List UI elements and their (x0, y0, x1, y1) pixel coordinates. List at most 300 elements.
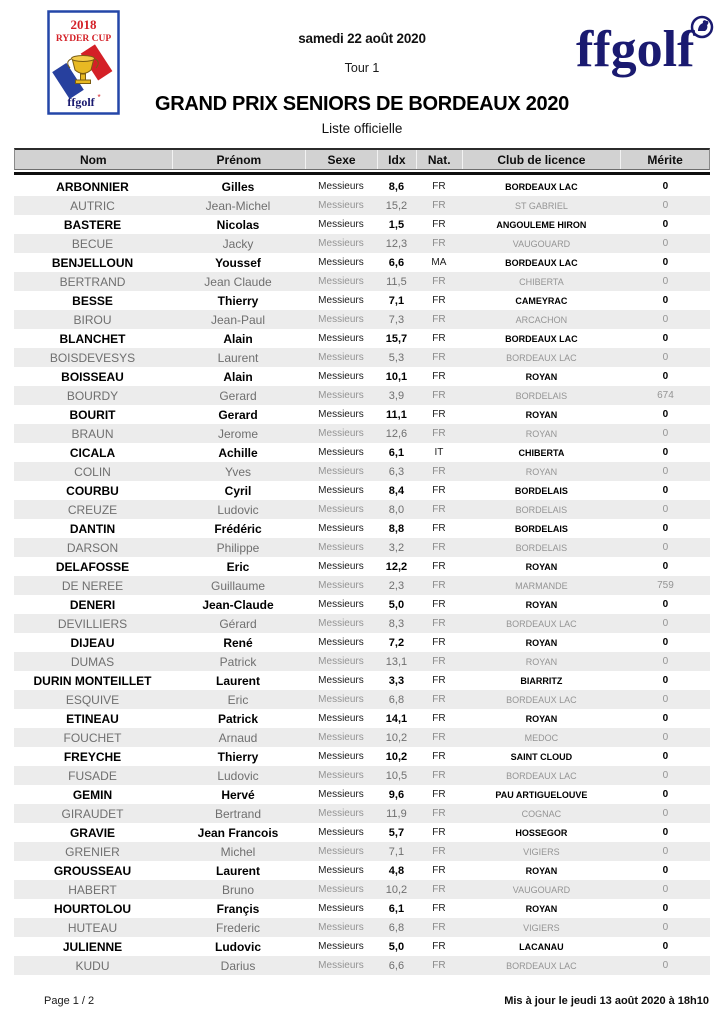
table-row (14, 709, 710, 728)
cell-nat: FR (432, 276, 446, 287)
cell-idx: 8,4 (388, 484, 405, 497)
cell-nat: FR (432, 732, 446, 743)
cell-club: BORDEAUX LAC (506, 770, 577, 781)
cell-idx: 15,7 (385, 332, 408, 345)
cell-merite: 0 (662, 352, 669, 363)
cell-nat: FR (432, 485, 446, 496)
cell-nom: CICALA (69, 445, 116, 460)
cell-nom: DURIN MONTEILLET (33, 673, 152, 688)
cell-idx: 5,0 (388, 940, 405, 953)
cell-sexe: Messieurs (318, 181, 364, 192)
cell-nat: FR (432, 846, 446, 857)
cell-merite: 0 (662, 827, 669, 838)
table-row (14, 652, 710, 671)
cell-sexe: Messieurs (318, 523, 364, 534)
cell-nat: IT (434, 447, 444, 458)
cell-club: CHIBERTA (519, 276, 564, 287)
cell-prenom: Gérard (219, 616, 257, 631)
cell-sexe: Messieurs (318, 675, 364, 686)
cell-merite: 674 (657, 390, 674, 401)
cell-idx: 6,3 (388, 465, 405, 478)
cell-sexe: Messieurs (318, 656, 364, 667)
cell-nat: FR (432, 789, 446, 800)
cell-idx: 6,6 (388, 256, 405, 269)
cell-idx: 13,1 (385, 655, 408, 668)
cell-merite: 0 (662, 884, 669, 895)
cell-nat: FR (432, 295, 446, 306)
cell-nom: BERTRAND (59, 274, 126, 289)
column-header-club: Club de licence (462, 150, 621, 169)
cell-nom: FREYCHE (63, 749, 122, 764)
cell-nat: FR (432, 751, 446, 762)
cell-nat: FR (432, 371, 446, 382)
cell-idx: 10,5 (385, 769, 408, 782)
cell-prenom: Jacky (222, 236, 254, 251)
cell-merite: 0 (662, 561, 669, 572)
column-header-merite: Mérite (620, 150, 709, 169)
cell-club: BORDEAUX LAC (506, 352, 577, 363)
cell-sexe: Messieurs (318, 447, 364, 458)
cell-nom: CREUZE (67, 502, 118, 517)
cell-nom: GEMIN (72, 787, 113, 802)
cell-club: BORDEAUX LAC (505, 257, 578, 268)
cell-prenom: Jean-Paul (210, 312, 266, 327)
cell-nom: HABERT (68, 882, 117, 897)
cell-merite: 0 (662, 523, 669, 534)
cell-merite: 0 (662, 409, 669, 420)
cell-nat: FR (432, 542, 446, 553)
cell-club: COGNAC (521, 808, 562, 819)
cell-nat: MA (431, 257, 447, 268)
cell-merite: 0 (662, 428, 669, 439)
cell-prenom: Darius (220, 958, 256, 973)
cell-prenom: Jean-Claude (202, 597, 274, 612)
cell-sexe: Messieurs (318, 770, 364, 781)
cell-nom: BOURDY (66, 388, 119, 403)
cell-prenom: Achille (218, 445, 258, 460)
cell-sexe: Messieurs (318, 371, 364, 382)
column-header-idx: Idx (377, 150, 416, 169)
cell-sexe: Messieurs (318, 276, 364, 287)
table-row (14, 880, 710, 899)
cell-nat: FR (432, 561, 446, 572)
table-row (14, 367, 710, 386)
cell-idx: 12,3 (385, 237, 408, 250)
cell-nom: BIROU (73, 312, 112, 327)
cell-merite: 0 (662, 219, 669, 230)
cell-prenom: Jean Claude (204, 274, 272, 289)
cell-sexe: Messieurs (318, 884, 364, 895)
cell-club: SAINT CLOUD (510, 751, 573, 762)
cell-nat: FR (432, 922, 446, 933)
cell-nom: BENJELLOUN (51, 255, 134, 270)
cell-sexe: Messieurs (318, 751, 364, 762)
cell-nom: AUTRIC (70, 198, 115, 213)
page-subtitle: Liste officielle (321, 121, 403, 136)
table-row (14, 481, 710, 500)
cell-nom: BOISDEVESYS (49, 350, 136, 365)
cell-sexe: Messieurs (318, 390, 364, 401)
table-row (14, 405, 710, 424)
cell-nat: FR (432, 428, 446, 439)
cell-club: BORDEAUX LAC (506, 960, 577, 971)
table-row (14, 823, 710, 842)
players-table (14, 148, 710, 975)
cell-idx: 12,2 (385, 560, 408, 573)
cell-nom: COURBU (66, 483, 119, 498)
cell-club: ROYAN (525, 903, 558, 914)
cell-merite: 0 (662, 466, 669, 477)
cell-nom: BLANCHET (59, 331, 126, 346)
cell-nom: ESQUIVE (65, 692, 120, 707)
cell-merite: 0 (662, 618, 669, 629)
cell-prenom: Jean Francois (197, 825, 279, 840)
cell-nom: DENERI (69, 597, 116, 612)
cell-sexe: Messieurs (318, 637, 364, 648)
cell-idx: 14,1 (385, 712, 408, 725)
cell-sexe: Messieurs (318, 903, 364, 914)
cell-sexe: Messieurs (318, 352, 364, 363)
svg-text:2018: 2018 (70, 17, 97, 32)
table-row (14, 291, 710, 310)
cell-prenom: Thierry (217, 749, 259, 764)
cell-club: ROYAN (525, 371, 558, 382)
cell-prenom: Bruno (221, 882, 255, 897)
cell-club: MEDOC (524, 732, 559, 743)
cell-club: ROYAN (525, 713, 558, 724)
cell-prenom: Laurent (215, 673, 260, 688)
table-row (14, 177, 710, 196)
cell-club: PAU ARTIGUELOUVE (495, 789, 588, 800)
cell-nom: HUTEAU (67, 920, 118, 935)
cell-merite: 0 (662, 238, 669, 249)
cell-sexe: Messieurs (318, 409, 364, 420)
cell-prenom: Guillaume (210, 578, 266, 593)
cell-club: MARMANDE (515, 580, 568, 591)
cell-sexe: Messieurs (318, 238, 364, 249)
cell-nat: FR (432, 656, 446, 667)
cell-club: ROYAN (525, 428, 558, 439)
table-row (14, 215, 710, 234)
cell-merite: 0 (662, 713, 669, 724)
cell-idx: 12,6 (385, 427, 408, 440)
table-row (14, 785, 710, 804)
cell-club: BORDELAIS (514, 523, 568, 534)
cell-nat: FR (432, 219, 446, 230)
table-header-row (14, 148, 710, 170)
cell-club: BIARRITZ (520, 675, 563, 686)
cell-club: VAUGOUARD (512, 238, 571, 249)
table-row (14, 196, 710, 215)
cell-sexe: Messieurs (318, 960, 364, 971)
cell-nat: FR (432, 580, 446, 591)
cell-prenom: Ludovic (217, 768, 259, 783)
cell-merite: 0 (662, 732, 669, 743)
cell-sexe: Messieurs (318, 827, 364, 838)
cell-nom: DE NEREE (61, 578, 124, 593)
cell-nom: DUMAS (70, 654, 115, 669)
table-body (14, 177, 710, 975)
table-row (14, 937, 710, 956)
cell-nom: DANTIN (69, 521, 116, 536)
cell-nat: FR (432, 884, 446, 895)
cell-idx: 10,2 (385, 750, 408, 763)
table-row (14, 956, 710, 975)
cell-merite: 0 (662, 447, 669, 458)
cell-club: BORDELAIS (515, 504, 568, 515)
cell-nat: FR (432, 941, 446, 952)
table-row (14, 747, 710, 766)
table-row (14, 576, 710, 595)
table-row (14, 690, 710, 709)
cell-club: ROYAN (525, 637, 558, 648)
cell-prenom: Alain (223, 369, 253, 384)
cell-nom: FUSADE (68, 768, 117, 783)
table-row (14, 804, 710, 823)
cell-nom: BRAUN (71, 426, 114, 441)
cell-sexe: Messieurs (318, 941, 364, 952)
cell-sexe: Messieurs (318, 846, 364, 857)
cell-merite: 0 (662, 751, 669, 762)
cell-idx: 10,1 (385, 370, 408, 383)
cell-sexe: Messieurs (318, 504, 364, 515)
cell-nom: BESSE (72, 293, 113, 308)
cell-prenom: Frederic (215, 920, 260, 935)
cell-idx: 10,2 (385, 883, 408, 896)
cell-sexe: Messieurs (318, 561, 364, 572)
cell-prenom: René (223, 635, 253, 650)
cell-nat: FR (432, 618, 446, 629)
cell-nat: FR (432, 523, 446, 534)
cell-prenom: Ludovic (214, 939, 261, 954)
header-divider (14, 172, 710, 175)
cell-merite: 0 (662, 599, 669, 610)
svg-text:*: * (97, 93, 101, 102)
cell-prenom: Nicolas (216, 217, 260, 232)
table-row (14, 348, 710, 367)
cell-idx: 2,3 (388, 579, 405, 592)
cell-merite: 0 (662, 485, 669, 496)
cell-nat: FR (432, 960, 446, 971)
cell-nom: GRAVIE (69, 825, 116, 840)
cell-sexe: Messieurs (318, 257, 364, 268)
cell-idx: 11,5 (386, 275, 407, 288)
cell-nat: FR (432, 808, 446, 819)
cell-club: ROYAN (525, 466, 558, 477)
cell-merite: 0 (662, 808, 669, 819)
table-row (14, 310, 710, 329)
table-row (14, 671, 710, 690)
cell-club: ST GABRIEL (514, 200, 568, 211)
cell-prenom: Arnaud (218, 730, 258, 745)
round-label: Tour 1 (344, 61, 380, 75)
cell-nat: FR (432, 333, 446, 344)
cell-prenom: Jean-Michel (205, 198, 271, 213)
cell-idx: 3,3 (388, 674, 405, 687)
table-row (14, 842, 710, 861)
cell-merite: 0 (662, 694, 669, 705)
table-row (14, 861, 710, 880)
table-row (14, 633, 710, 652)
cell-prenom: Gilles (221, 179, 255, 194)
cell-nat: FR (432, 827, 446, 838)
cell-prenom: Youssef (215, 255, 261, 270)
cell-merite: 0 (662, 675, 669, 686)
cell-sexe: Messieurs (318, 200, 364, 211)
cell-sexe: Messieurs (318, 333, 364, 344)
cell-merite: 0 (662, 200, 669, 211)
cell-merite: 0 (662, 922, 669, 933)
table-row (14, 614, 710, 633)
cell-idx: 5,0 (388, 598, 405, 611)
cell-nom: BASTERE (63, 217, 122, 232)
cell-prenom: Alain (223, 331, 253, 346)
cell-club: BORDELAIS (514, 485, 568, 496)
cell-club: ANGOULEME HIRON (496, 219, 587, 230)
cell-nat: FR (432, 694, 446, 705)
event-date: samedi 22 août 2020 (298, 31, 426, 46)
cell-nat: FR (432, 865, 446, 876)
cell-merite: 0 (662, 276, 669, 287)
cell-club: BORDEAUX LAC (506, 694, 577, 705)
cell-sexe: Messieurs (318, 466, 364, 477)
cell-idx: 1,5 (388, 218, 405, 231)
cell-idx: 7,3 (388, 313, 405, 326)
column-header-nom: Nom (79, 152, 107, 167)
cell-sexe: Messieurs (318, 694, 364, 705)
cell-prenom: Yves (224, 464, 251, 479)
cell-idx: 5,3 (388, 351, 405, 364)
cell-sexe: Messieurs (318, 542, 364, 553)
cell-club: VIGIERS (523, 922, 560, 933)
cell-idx: 5,7 (388, 826, 405, 839)
cell-nat: FR (432, 409, 446, 420)
cell-sexe: Messieurs (318, 219, 364, 230)
cell-nom: KUDU (75, 958, 110, 973)
cell-merite: 0 (662, 656, 669, 667)
cell-nom: DIJEAU (70, 635, 115, 650)
cell-sexe: Messieurs (318, 599, 364, 610)
cell-idx: 7,2 (388, 636, 405, 649)
cell-prenom: Bertrand (214, 806, 262, 821)
cell-nom: BOURIT (69, 407, 116, 422)
cell-idx: 8,0 (388, 503, 405, 516)
page-title: GRAND PRIX SENIORS DE BORDEAUX 2020 (154, 93, 570, 115)
cell-idx: 8,8 (388, 522, 405, 535)
table-row (14, 424, 710, 443)
table-row (14, 253, 710, 272)
svg-text:ffgolf: ffgolf (67, 95, 95, 109)
cell-club: ROYAN (525, 409, 558, 420)
svg-text:ffgolf: ffgolf (576, 21, 695, 78)
cell-idx: 10,2 (385, 731, 408, 744)
cell-nom: BECUE (71, 236, 114, 251)
cell-sexe: Messieurs (318, 618, 364, 629)
cell-nat: FR (432, 770, 446, 781)
cell-prenom: Michel (220, 844, 256, 859)
cell-nat: FR (432, 637, 446, 648)
cell-merite: 0 (662, 295, 669, 306)
cell-club: BORDELAIS (515, 542, 568, 553)
cell-merite: 0 (662, 542, 669, 553)
cell-idx: 6,1 (388, 446, 405, 459)
cell-merite: 0 (662, 846, 669, 857)
cell-merite: 759 (657, 580, 674, 591)
cell-club: ROYAN (525, 656, 558, 667)
cell-idx: 8,3 (388, 617, 405, 630)
cell-idx: 3,9 (388, 389, 405, 402)
cell-nom: FOUCHET (63, 730, 122, 745)
cell-prenom: Gerard (219, 388, 257, 403)
cell-nat: FR (432, 200, 446, 211)
cell-prenom: Patrick (217, 711, 259, 726)
cell-nat: FR (432, 675, 446, 686)
cell-prenom: Françis (216, 901, 260, 916)
cell-prenom: Thierry (217, 293, 259, 308)
table-row (14, 538, 710, 557)
cell-merite: 0 (662, 333, 669, 344)
cell-nom: HOURTOLOU (53, 901, 132, 916)
cell-club: ARCACHON (515, 314, 568, 325)
last-updated-note: Mis à jour le jeudi 13 août 2020 à 18h10 (504, 995, 709, 1007)
cell-nom: GROUSSEAU (53, 863, 132, 878)
page-number: Page 1 / 2 (44, 995, 95, 1007)
cell-idx: 4,8 (388, 864, 405, 877)
cell-sexe: Messieurs (318, 580, 364, 591)
table-row (14, 728, 710, 747)
cell-club: LACANAU (519, 941, 564, 952)
cell-prenom: Jerome (217, 426, 258, 441)
table-row (14, 519, 710, 538)
cell-idx: 6,1 (388, 902, 405, 915)
cell-club: BORDEAUX LAC (505, 333, 578, 344)
table-row (14, 557, 710, 576)
cell-prenom: Frédéric (214, 521, 262, 536)
cell-prenom: Cyril (224, 483, 252, 498)
cell-club: ROYAN (525, 865, 558, 876)
cell-prenom: Eric (226, 559, 250, 574)
cell-club: BORDEAUX LAC (505, 181, 578, 192)
table-row (14, 766, 710, 785)
cell-nat: FR (432, 314, 446, 325)
cell-merite: 0 (662, 637, 669, 648)
cell-sexe: Messieurs (318, 428, 364, 439)
cell-prenom: Gerard (218, 407, 258, 422)
cell-idx: 6,8 (388, 693, 405, 706)
cell-merite: 0 (662, 257, 669, 268)
cell-idx: 7,1 (388, 845, 405, 858)
cell-club: ROYAN (525, 561, 558, 572)
cell-nat: FR (432, 181, 446, 192)
cell-sexe: Messieurs (318, 485, 364, 496)
cell-nat: FR (432, 238, 446, 249)
cell-idx: 11,9 (386, 807, 407, 820)
cell-prenom: Eric (227, 692, 249, 707)
cell-idx: 6,6 (388, 959, 405, 972)
column-header-nat: Nat. (416, 150, 462, 169)
cell-club: ROYAN (525, 599, 558, 610)
cell-prenom: Laurent (217, 350, 259, 365)
cell-idx: 9,6 (388, 788, 405, 801)
cell-idx: 6,8 (388, 921, 405, 934)
cell-sexe: Messieurs (318, 314, 364, 325)
table-row (14, 595, 710, 614)
column-header-sexe: Sexe (305, 150, 377, 169)
cell-nom: BOISSEAU (61, 369, 124, 384)
cell-idx: 3,2 (388, 541, 405, 554)
cell-nat: FR (432, 713, 446, 724)
table-row (14, 272, 710, 291)
